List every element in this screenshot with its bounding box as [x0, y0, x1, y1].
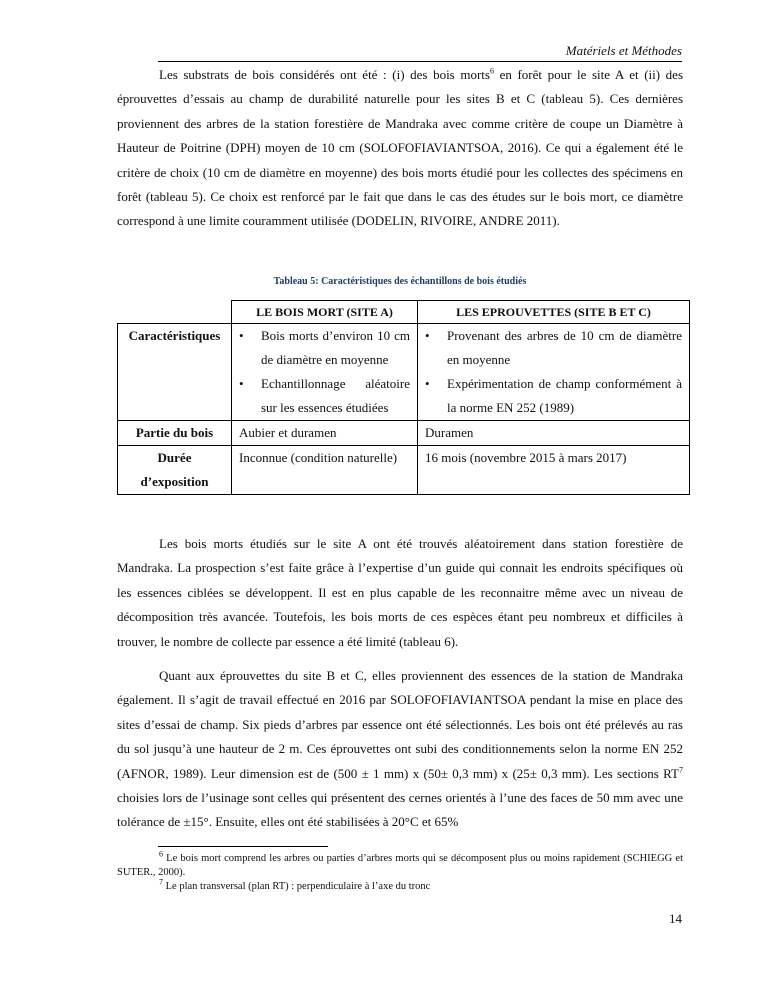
- table-row: [118, 324, 690, 421]
- samples-table: [117, 300, 690, 495]
- row-header-partie: Partie du bois: [118, 421, 232, 446]
- table-row: [118, 421, 690, 446]
- list-item: • Expérimentation de champ conformément à la norme EN 252 (1989): [425, 372, 682, 420]
- cell-caracteristiques-bois-mort: [232, 324, 418, 421]
- column-header-bois-mort: LE BOIS MORT (SITE A): [232, 301, 418, 324]
- row-header-caracteristiques: Caractéristiques: [118, 324, 232, 421]
- footnote-number: 6: [159, 849, 163, 859]
- paragraph-text: Quant aux éprouvettes du site B et C, elles proviennent des essences de la station de Mandraka également. Il s’agit de travail effectué en 2016 par SOLOFOFIAVIANTSOA pendant la mise en place des sites d’essai de champ. Six pieds d’arbres par essence ont été sélectionnés. Les bois ont été prélevés au ras du sol jusqu’à une hauteur de 2 m. Ces éprouvettes ont subi des conditionnements selon la norme EN 252 (AFNOR, 1989). Leur dimension est de (500 ± 1 mm) x (50± 0,3 mm) x (25± 0,3 mm). Les sections RT: [117, 668, 683, 781]
- list-item: • Bois morts d’environ 10 cm de diamètre en moyenne: [239, 324, 410, 372]
- table-corner-cell: [118, 301, 232, 324]
- row-header-duree: Durée d’exposition: [118, 446, 232, 495]
- paragraph-substrats: [117, 63, 683, 234]
- bullet-list: [239, 324, 410, 420]
- footnote-separator: [158, 846, 328, 847]
- footnote-ref-7[interactable]: 7: [679, 765, 683, 775]
- cell-partie-bois-mort: Aubier et duramen: [232, 421, 418, 446]
- table-row: [118, 446, 690, 495]
- paragraph-eprouvettes: [117, 664, 683, 835]
- page-number: 14: [669, 911, 682, 926]
- footnote-text: Le bois mort comprend les arbres ou parties d’arbres morts qui se décomposent plus ou moins rapidement (SCHIEGG et SUTER., 2000).: [117, 853, 683, 878]
- cell-duree-bois-mort: Inconnue (condition naturelle): [232, 446, 418, 495]
- bullet-list: [425, 324, 682, 420]
- table-caption: Tableau 5: Caractéristiques des échantillons de bois étudiés: [273, 276, 527, 287]
- table-header-row: [118, 301, 690, 324]
- footnote-6: [117, 849, 683, 880]
- footnote-7: [117, 877, 683, 894]
- list-item: • Provenant des arbres de 10 cm de diamètre en moyenne: [425, 324, 682, 372]
- cell-partie-eprouvettes: Duramen: [418, 421, 690, 446]
- paragraph-text: en forêt pour le site A et (ii) des éprouvettes d’essais au champ de durabilité naturelle pour les sites B et C (tableau 5). Ces dernières proviennent des arbres de la station forestière de Mandraka avec comme critère de coupe un Diamètre à Hauteur de Poitrine (DPH) moyen de 10 cm (SOLOFOFIAVIANTSOA, 2016). Ce qui a également été le critère de choix (10 cm de diamètre en moyenne) des bois morts étudié pour les collectes des spécimens en forêt (tableau 5). Ce choix est renforcé par le fait que dans le cas des études sur le bois mort, ce diamètre correspond à une limite couramment utilisée (DODELIN, RIVOIRE, ANDRE 2011).: [117, 67, 684, 229]
- list-item: • Echantillonnage aléatoire sur les essences étudiées: [239, 372, 410, 420]
- footnote-ref-6[interactable]: 6: [489, 66, 494, 76]
- cell-caracteristiques-eprouvettes: [418, 324, 690, 421]
- paragraph-text: Les substrats de bois considérés ont été : (i) des bois morts: [159, 67, 490, 82]
- paragraph-text: choisies lors de l’usinage sont celles qui présentent des cernes orientés à l’une des faces de 50 mm avec une tolérance de ±15°. Ensuite, elles ont été stabilisées à 20°C et 65%: [117, 790, 683, 830]
- running-header: Matériels et Méthodes: [158, 42, 682, 62]
- column-header-eprouvettes: LES EPROUVETTES (SITE B ET C): [418, 301, 690, 324]
- cell-duree-eprouvettes: 16 mois (novembre 2015 à mars 2017): [418, 446, 690, 495]
- footnote-text: Le plan transversal (plan RT) : perpendiculaire à l’axe du tronc: [163, 881, 431, 892]
- paragraph-bois-morts: Les bois morts étudiés sur le site A ont été trouvés aléatoirement dans station forestière de Mandraka. La prospection s’est faite grâce à l’expertise d’un guide qui connait les endroits spécifiques où les essences ciblées se développent. Il est en plus capable de les reconnaitre même avec un niveau de décomposition très avancée. Toutefois, les bois morts de ces espèces étant peu nombreux et difficiles à trouver, le nombre de collecte par essence a été limité (tableau 6).: [117, 536, 683, 649]
- footnote-number: 7: [159, 877, 163, 887]
- footnotes: [117, 849, 683, 894]
